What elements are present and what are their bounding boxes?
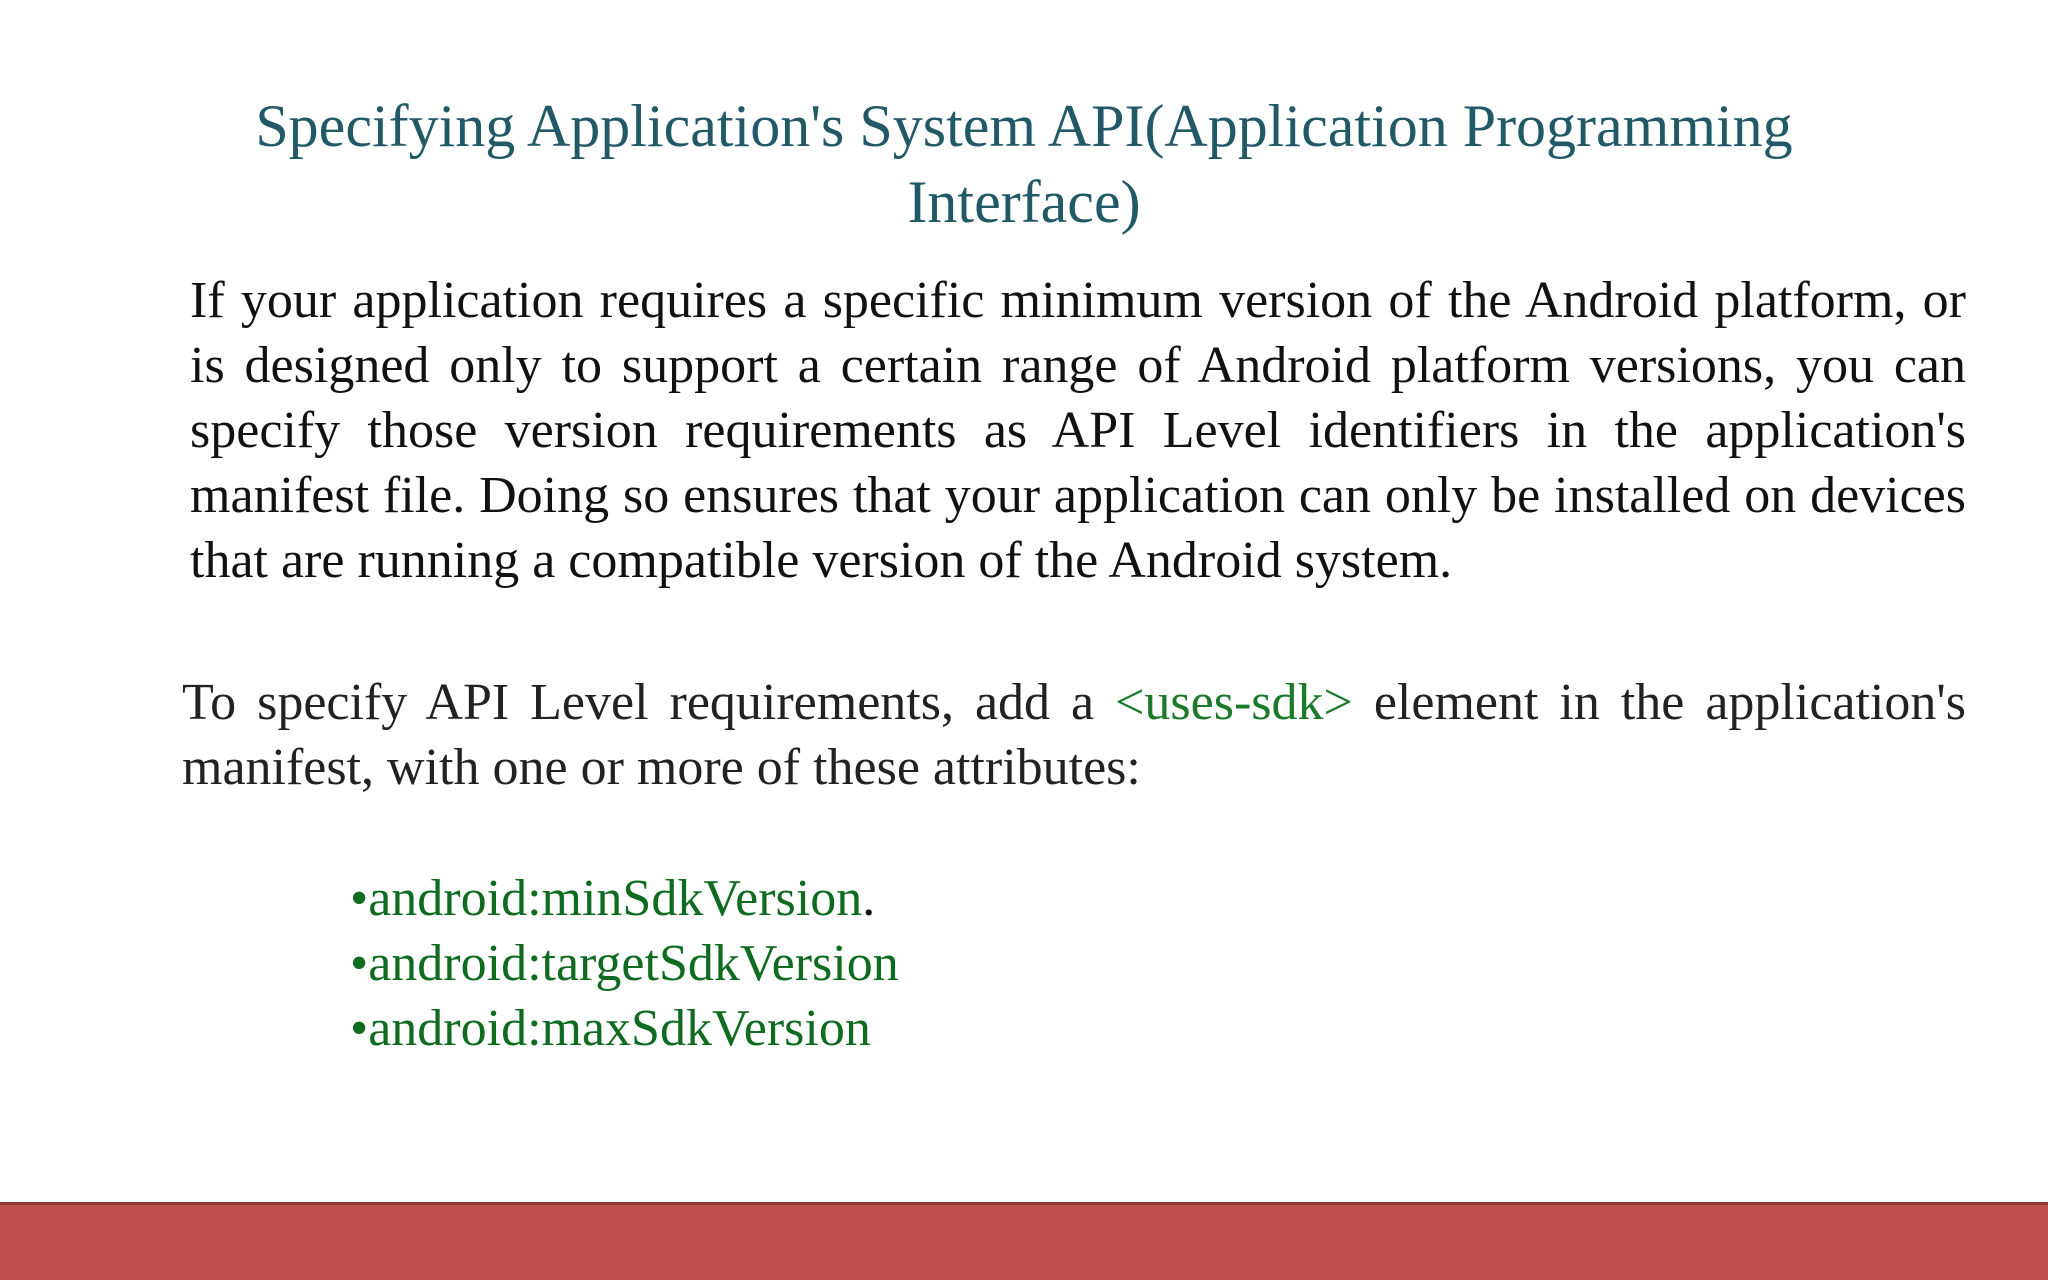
bullet-icon: • — [350, 935, 369, 992]
attribute-trailing-punctuation: . — [862, 870, 876, 927]
instruction-paragraph — [182, 670, 1966, 800]
attribute-name: android:targetSdkVersion — [368, 935, 899, 992]
instruction-text-before: To specify API Level requirements, add a — [182, 674, 1116, 731]
uses-sdk-element: <uses-sdk> — [1115, 674, 1353, 731]
footer-bar — [0, 1202, 2048, 1280]
bullet-icon: • — [350, 870, 369, 927]
attribute-name: android:minSdkVersion — [368, 870, 863, 927]
sdk-attribute-list — [350, 866, 899, 1061]
intro-paragraph: If your application requires a specific minimum version of the Android platform, or is designed only to support a certain range of Android platform versions, you can specify those version requirements as API Level identifiers in the application's manifest file. Doing so ensures that your application can only be installed on devices that are running a compatible version of the Android system. — [190, 272, 1966, 589]
instruction-text-after: element in the application's manifest, with one or more of these attributes: — [182, 674, 1966, 796]
bullet-icon: • — [350, 1000, 369, 1057]
attribute-item-max-sdk — [350, 996, 899, 1061]
attribute-item-target-sdk — [350, 931, 899, 996]
slide-title: Specifying Application's System API(Application Programming Interface) — [255, 93, 1793, 235]
attribute-item-min-sdk — [350, 866, 899, 931]
attribute-name: android:maxSdkVersion — [368, 1000, 871, 1057]
